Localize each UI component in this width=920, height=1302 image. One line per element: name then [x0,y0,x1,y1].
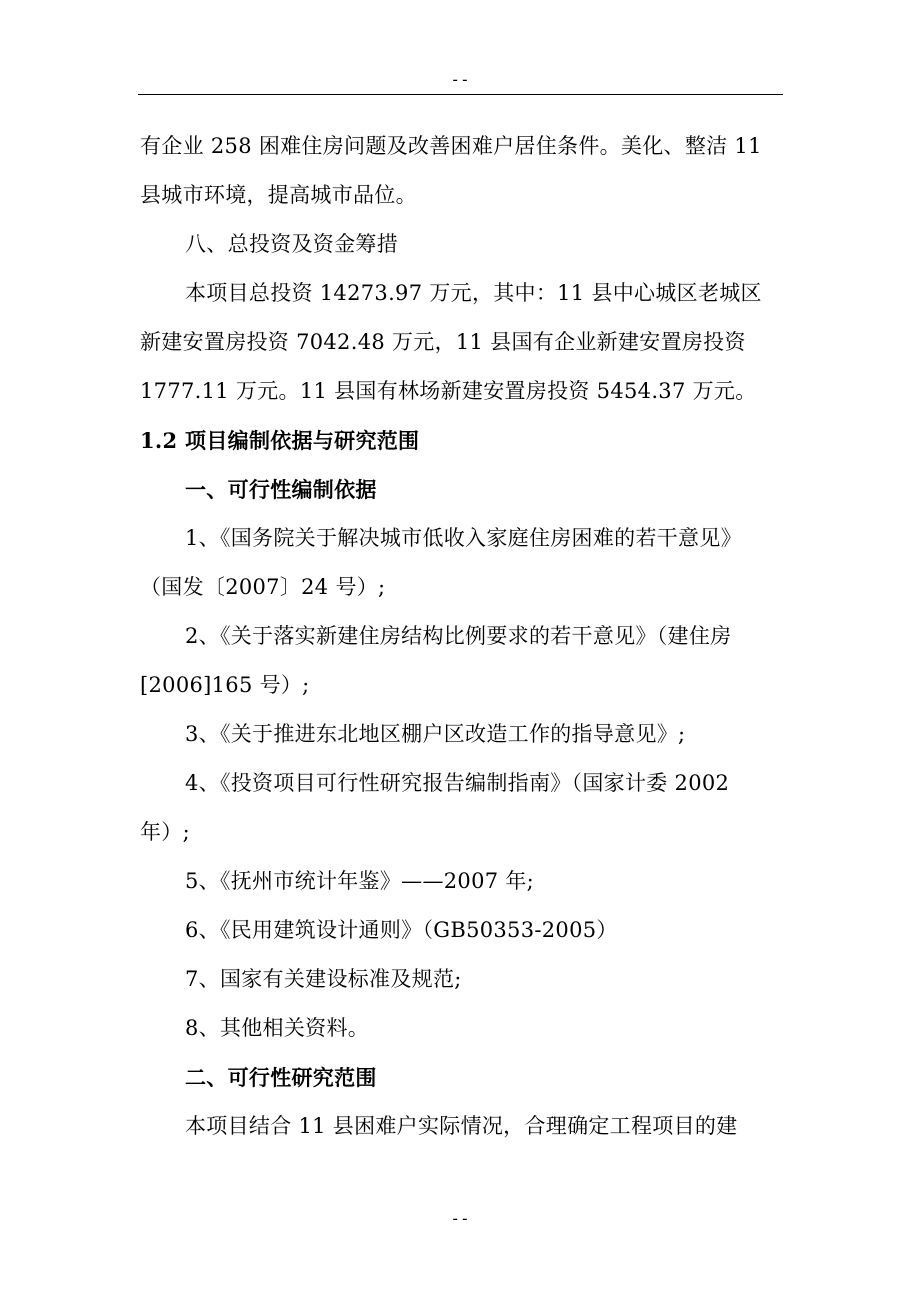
list-item: 4、《投资项目可行性研究报告编制指南》（国家计委 2002 [185,771,730,795]
list-item: 6、《民用建筑设计通则》（GB50353-2005） [185,918,618,942]
list-item: 2、《关于落实新建住房结构比例要求的若干意见》（建住房 [185,624,732,648]
subsection-heading: 二、可行性研究范围 [185,1065,377,1090]
paragraph-line: 本项目结合 11 县困难户实际情况，合理确定工程项目的建 [185,1114,738,1138]
page-header-mark: -- [450,70,470,89]
paragraph-line: 1777.11 万元。11 县国有林场新建安置房投资 5454.37 万元。 [140,379,757,403]
header-divider [138,94,783,95]
list-item: 3、《关于推进东北地区棚户区改造工作的指导意见》; [185,722,686,746]
paragraph-line: 县城市环境，提高城市品位。 [140,183,417,207]
document-body [140,122,785,1151]
list-item: 8、其他相关资料。 [185,1016,370,1040]
section-heading: 八、总投资及资金筹措 [185,232,398,256]
list-item: 5、《抚州市统计年鉴》——2007 年; [185,869,535,893]
paragraph-line: 本项目总投资 14273.97 万元，其中：11 县中心城区老城区 [185,281,762,305]
list-item: 7、国家有关建设标准及规范; [185,967,462,991]
subsection-heading: 一、可行性编制依据 [185,477,377,502]
paragraph-line: 新建安置房投资 7042.48 万元，11 县国有企业新建安置房投资 [140,330,746,354]
paragraph-line: 有企业 258 困难住房问题及改善困难户居住条件。美化、整洁 11 [140,134,762,158]
list-item: 1、《国务院关于解决城市低收入家庭住房困难的若干意见》 [185,526,742,550]
page-footer-mark: -- [450,1209,470,1228]
list-item-continuation: （国发〔2007〕24 号）; [140,575,386,599]
chapter-heading: 1.2 项目编制依据与研究范围 [140,428,420,453]
list-item-continuation: [2006]165 号）; [140,673,310,697]
list-item-continuation: 年）; [140,820,190,844]
